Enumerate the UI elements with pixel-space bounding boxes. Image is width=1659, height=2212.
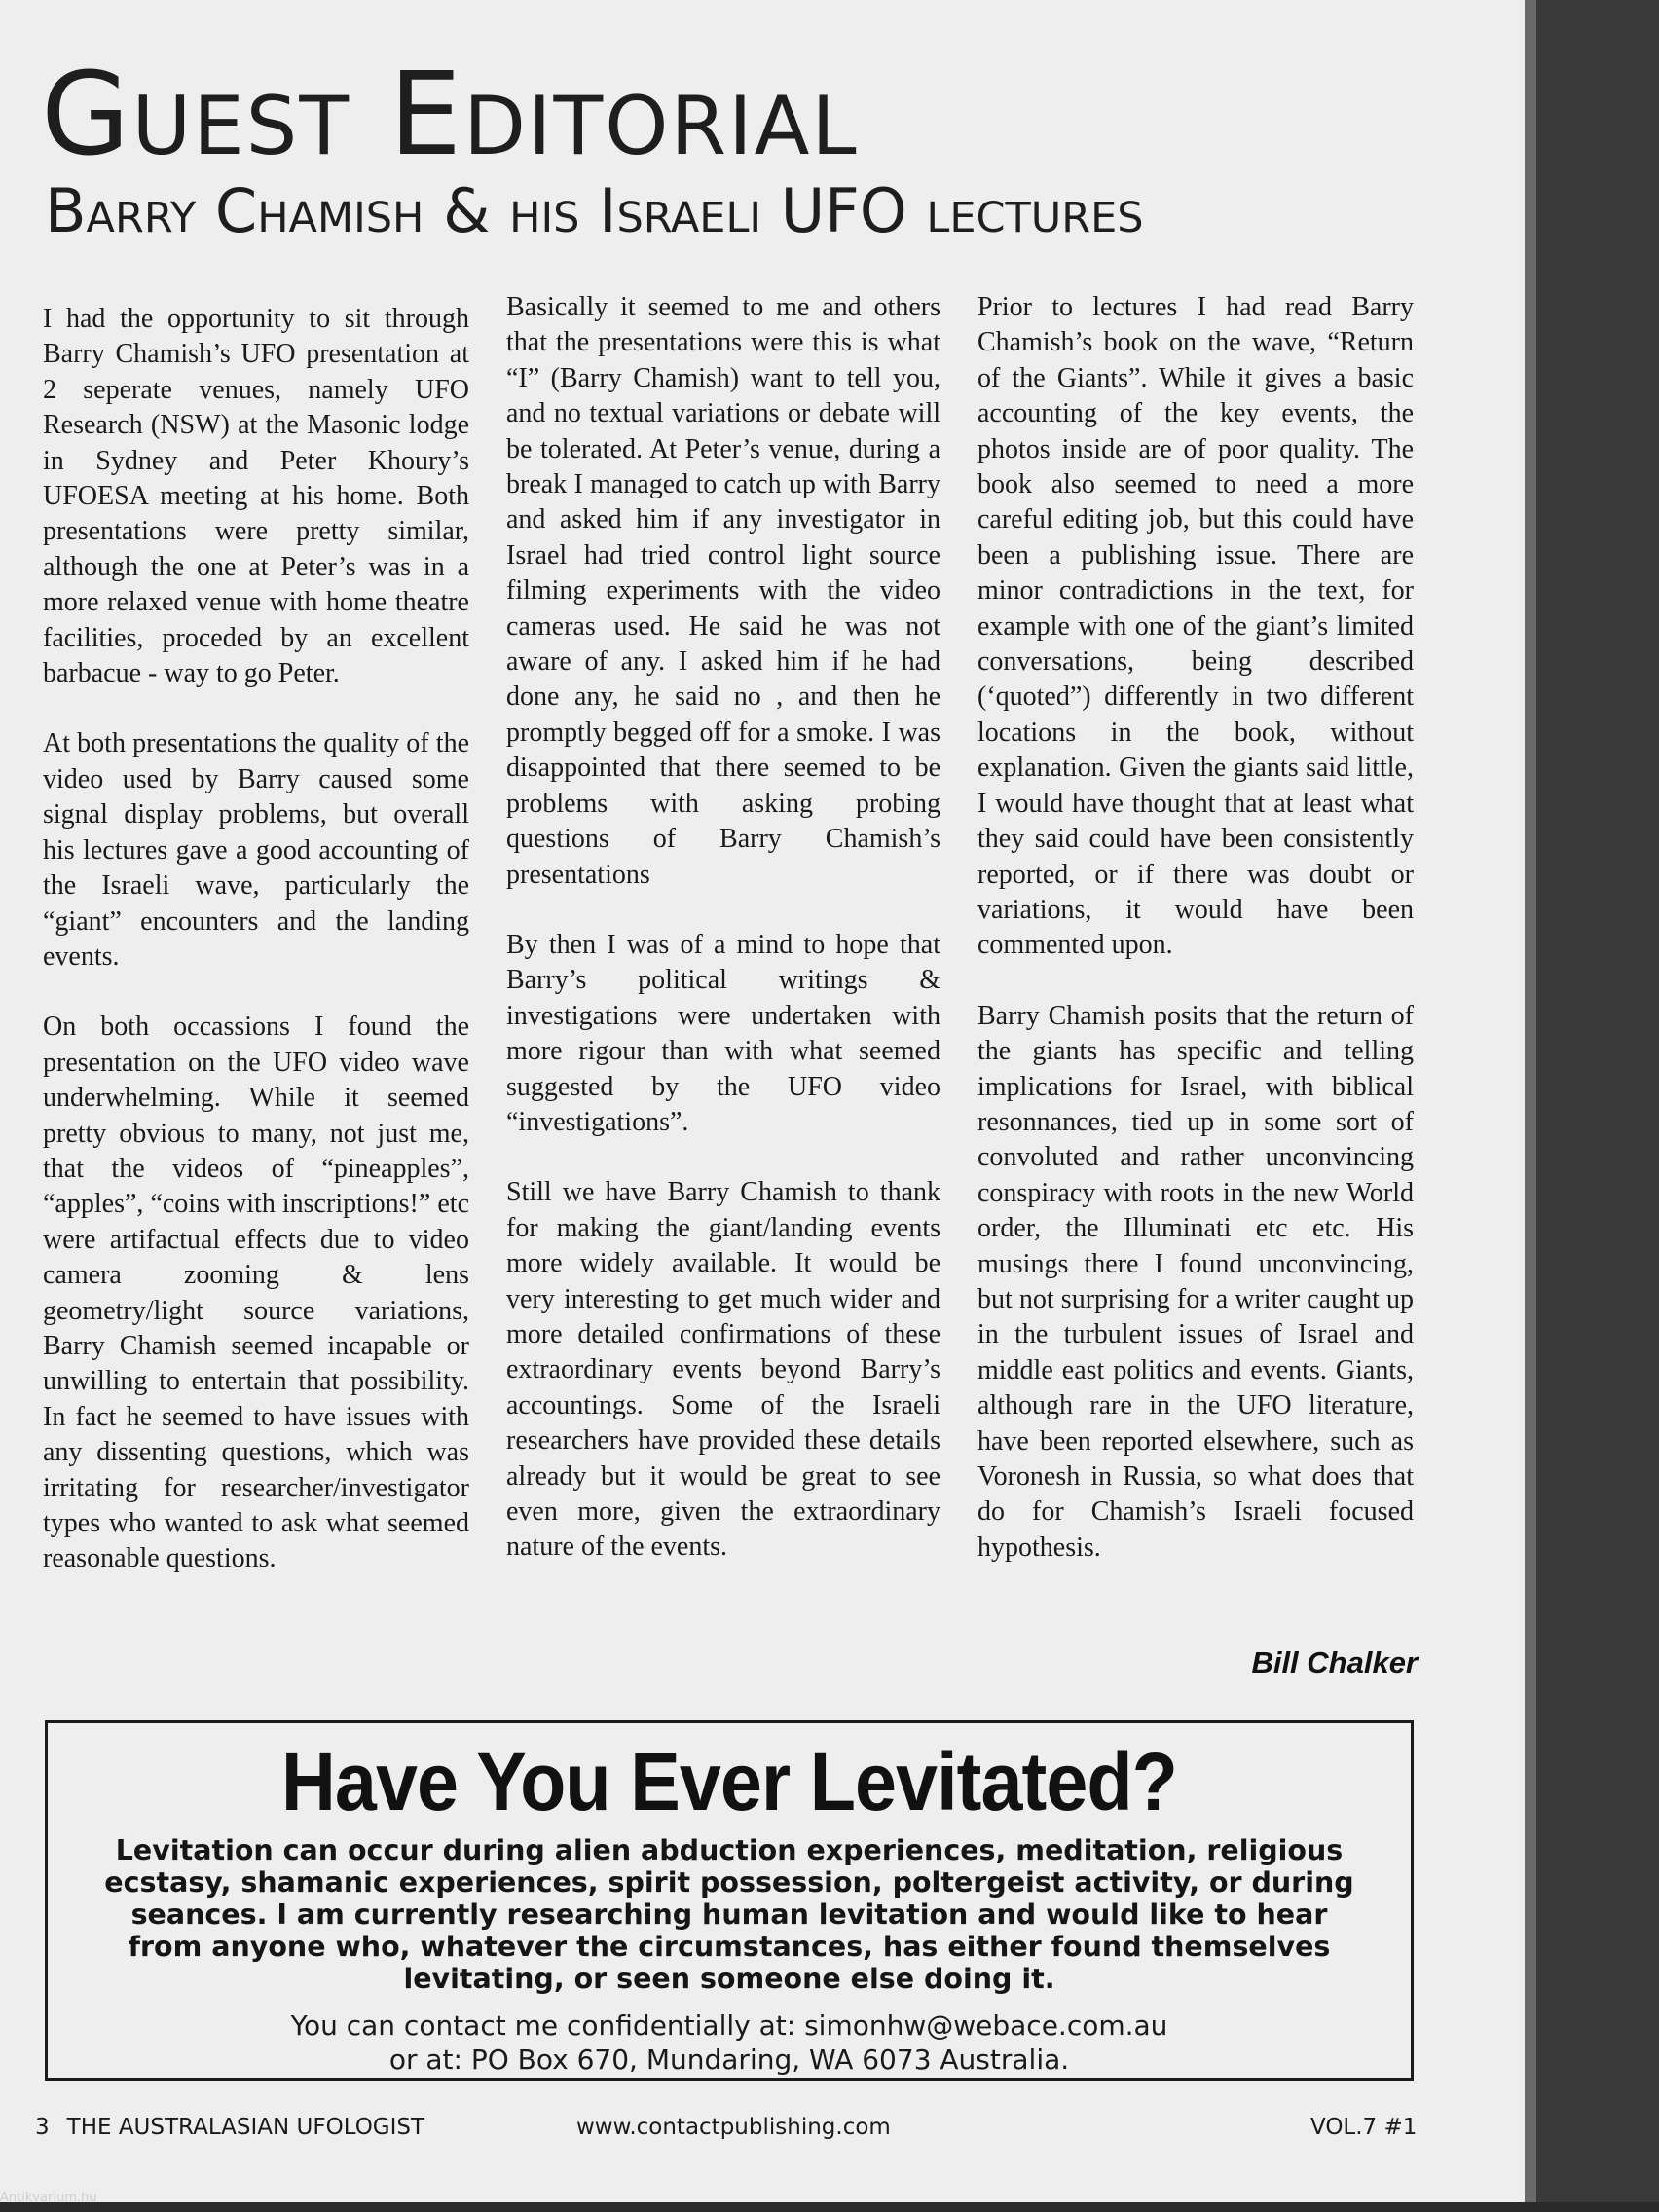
- article-paragraph: On both occassions I found the presentation on the UFO video wave underwhelming. While it seemed pretty obvious to many, not just me, that the videos of “pineapples”, “apples”, “coins with inscriptions!” etc were artifactual effects due to video camera zooming & lens geometry/light source variations, Barry Chamish seemed incapable or unwilling to entertain that possibility. In fact he seemed to have issues with any dissenting questions, which was irritating for researcher/investigator types who wanted to ask what seemed reasonable questions.: [43, 1012, 469, 1574]
- ad-contact: [48, 2009, 1411, 2077]
- article-paragraph: At both presentations the quality of the video used by Barry caused some signal display problems, but overall his lectures gave a good accounting of the Israeli wave, particularly the “giant” encounters and the landing events.: [43, 728, 469, 972]
- levitation-advertisement: [45, 1720, 1414, 2081]
- footer-issue: VOL.7 #1: [1310, 2115, 1418, 2140]
- magazine-name: THE AUSTRALASIAN UFOLOGIST: [66, 2115, 425, 2140]
- page-number: 3: [35, 2115, 50, 2140]
- scan-edge-bottom: [0, 2202, 1659, 2212]
- ad-contact-email: You can contact me confidentially at: simonhw@webace.com.au: [290, 2009, 1168, 2042]
- scan-edge-right: [1525, 0, 1659, 2212]
- ad-body-text: Levitation can occur during alien abduction experiences, meditation, religious ecstasy, shamanic experiences, spirit possession, poltergeist activity, or during seances. I am currently researching human levitation and would like to hear from anyone who, whatever the circumstances, has either found themselves levitating, or seen someone else doing it.: [104, 1834, 1354, 1995]
- author-signature: Bill Chalker: [1251, 1645, 1418, 1679]
- article-paragraph: Barry Chamish posits that the return of the giants has specific and telling implications for Israel, with biblical resonnances, tied up in some sort of convoluted and rather unconvincing conspiracy with roots in the new World order, the Illuminati etc etc. His musings there I found unconvincing, but not surprising for a writer caught up in the turbulent issues of Israel and middle east politics and events. Giants, although rare in the UFO literature, have been reported elsewhere, such as Voronesh in Russia, so what does that do for Chamish’s Israeli focused hypothesis.: [977, 1000, 1414, 1563]
- ad-contact-address: or at: PO Box 670, Mundaring, WA 6073 Australia.: [388, 2044, 1070, 2076]
- article-paragraph: I had the opportunity to sit through Barry Chamish’s UFO presentation at 2 seperate venues, namely UFO Research (NSW) at the Masonic lodge in Sydney and Peter Khoury’s UFOESA meeting at his home. Both presentations were pretty similar, although the one at Peter’s was in a more relaxed venue with home theatre facilities, proceded by an excellent barbacue - way to go Peter.: [43, 304, 469, 689]
- article-paragraph: Prior to lectures I had read Barry Chamish’s book on the wave, “Return of the Giants”. While it gives a basic accounting of the key events, the photos inside are of poor quality. The book also seemed to need a more careful editing job, but this could have been a publishing issue. There are minor contradictions in the text, for example with one of the giant’s limited conversations, being described (‘quoted”) differently in two different locations in the book, without explanation. Given the giants said little, I would have thought that at least what they said could have been consistently reported, or if there was doubt or variations, it would have been commented upon.: [977, 292, 1414, 961]
- article-paragraph: Still we have Barry Chamish to thank for making the giant/landing events more widely available. It would be very interesting to get much wider and more detailed confirmations of these extraordinary events beyond Barry’s accountings. Some of the Israeli researchers have provided these details already but it would be great to see even more, given the extraordinary nature of the events.: [506, 1177, 940, 1563]
- footer-website: www.contactpublishing.com: [576, 2115, 891, 2140]
- footer-left: [35, 2115, 424, 2140]
- article-column-2: [506, 290, 940, 1601]
- article-column-1: [43, 302, 469, 1612]
- page-subtitle: Barry Chamish & his Israeli UFO lectures: [45, 175, 1144, 246]
- article-column-3: [977, 290, 1414, 1601]
- scan-watermark: Antikvarium.hu: [0, 2191, 97, 2205]
- page-title: Guest Editorial: [41, 47, 859, 181]
- article-paragraph: Basically it seemed to me and others that the presentations were this is what “I” (Barry Chamish) want to tell you, and no textual variations or debate will be tolerated. At Peter’s venue, during a break I managed to catch up with Barry and asked him if any investigator in Israel had tried control light source filming experiments with the video cameras used. He said he was not aware of any. I asked him if he had done any, he said no , and then he promptly begged off for a smoke. I was disappointed that there seemed to be problems with asking probing questions of Barry Chamish’s presentations: [506, 292, 940, 890]
- ad-headline: Have You Ever Levitated?: [281, 1736, 1177, 1827]
- article-paragraph: By then I was of a mind to hope that Barry’s political writings & investigations were undertaken with more rigour than with what seemed suggested by the UFO video “investigations”.: [506, 929, 940, 1137]
